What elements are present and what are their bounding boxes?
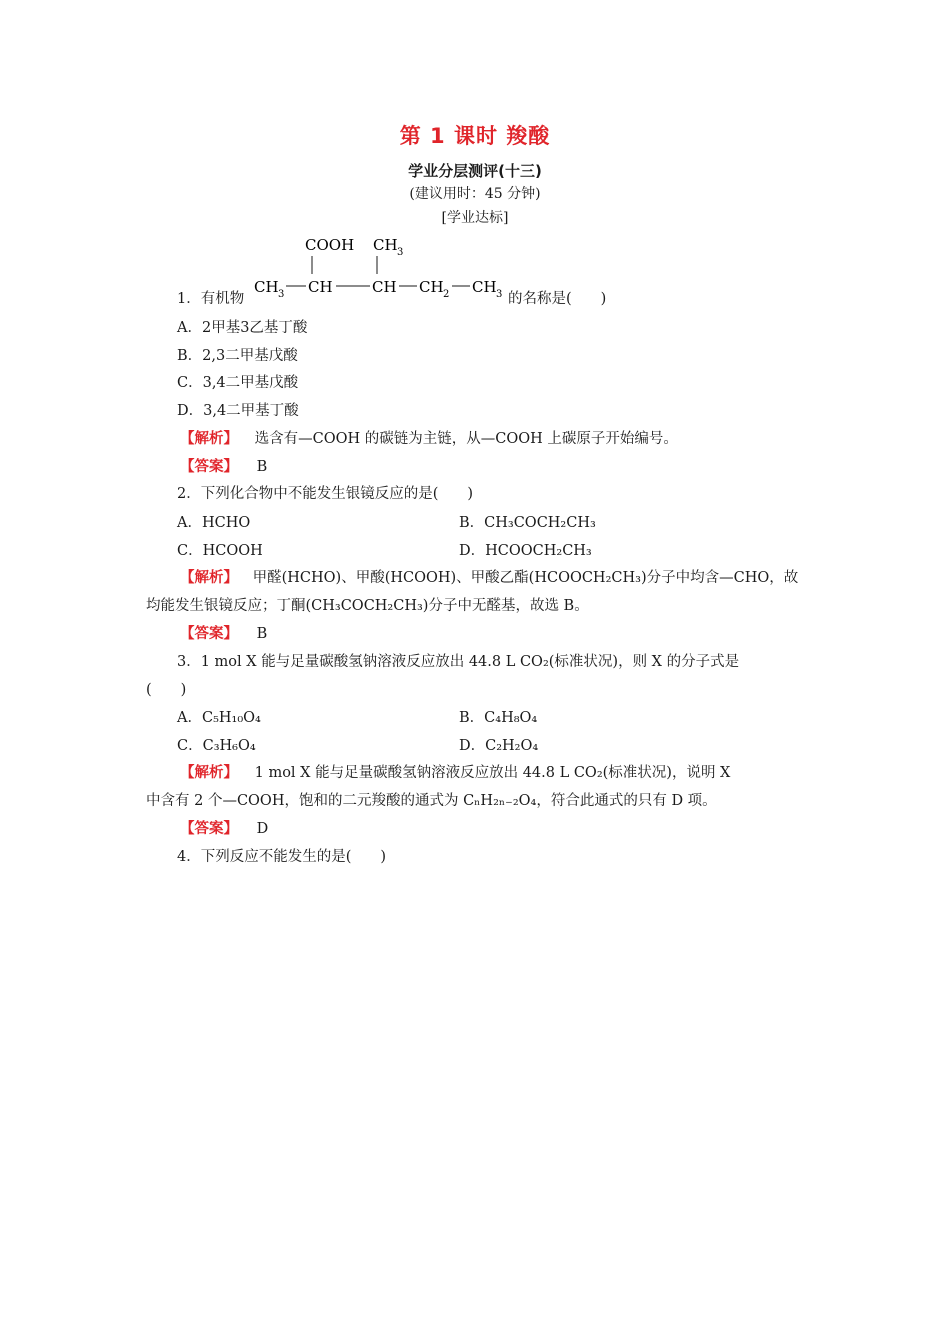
- q1-prefix: 1．有机物: [177, 291, 245, 307]
- section-label: [学业达标]: [441, 210, 509, 226]
- q2-stem: 2．下列化合物中不能发生银镜反应的是( ): [177, 486, 474, 502]
- mol-cooh-label: COOH: [305, 236, 355, 254]
- q1-answer-value: B: [256, 459, 268, 475]
- mol-c2: CH: [308, 278, 333, 296]
- q3-option-b: B．C₄H₈O₄: [459, 710, 538, 726]
- answer-tag: 【答案】: [180, 626, 238, 642]
- q2-option-a: A．HCHO: [177, 515, 251, 531]
- q3-stem-2: ( ): [146, 682, 187, 698]
- q2-option-b: B．CH₃COCH₂CH₃: [459, 515, 596, 531]
- q1-option-a: A．2甲基3乙基丁酸: [177, 320, 308, 336]
- q3-option-a: A．C₅H₁₀O₄: [177, 710, 261, 726]
- q3-stem-1: 3．1 mol X 能与足量碳酸氢钠溶液反应放出 44.8 L CO₂(标准状况)，则 X 的分子式是: [177, 654, 740, 670]
- q2-analysis-text-2: 均能发生银镜反应；丁酮(CH₃COCH₂CH₃)分子中无醛基，故选 B。: [146, 598, 589, 614]
- answer-tag: 【答案】: [180, 821, 238, 837]
- analysis-tag: 【解析】: [180, 431, 238, 447]
- q1-suffix: 的名称是( ): [508, 291, 607, 307]
- q2-answer-value: B: [256, 626, 268, 642]
- q3-answer-value: D: [256, 821, 269, 837]
- q1-analysis-text: 选含有—COOH 的碳链为主链，从—COOH 上碳原子开始编号。: [254, 431, 678, 447]
- mol-c5-sub: 3: [496, 289, 503, 300]
- mol-ch3-top-sub: 3: [397, 247, 404, 258]
- mol-ch3-top-label: CH: [373, 236, 398, 254]
- q4-stem: 4．下列反应不能发生的是( ): [177, 849, 387, 865]
- q1-answer: [180, 455, 267, 476]
- answer-tag: 【答案】: [180, 459, 238, 475]
- mol-c4-sub: 2: [443, 289, 450, 300]
- q2-option-c: C．HCOOH: [177, 543, 263, 559]
- time-hint: (建议用时：45 分钟): [409, 186, 541, 202]
- page-title: 第 1 课时 羧酸: [399, 124, 551, 148]
- q1-analysis: [180, 427, 678, 448]
- q1-option-c: C．3,4二甲基戊酸: [177, 375, 299, 391]
- analysis-tag: 【解析】: [180, 765, 238, 781]
- q3-analysis-text-2: 中含有 2 个—COOH，饱和的二元羧酸的通式为 CₙH₂ₙ₋₂O₄，符合此通式的只有 D 项。: [146, 793, 717, 809]
- mol-c1: CH: [254, 278, 279, 296]
- mol-c3: CH: [372, 278, 397, 296]
- q3-analysis: [180, 761, 730, 782]
- structural-formula: [252, 232, 512, 302]
- q2-analysis: [180, 566, 798, 587]
- q3-analysis-text-1: 1 mol X 能与足量碳酸氢钠溶液反应放出 44.8 L CO₂(标准状况)，说明 X: [254, 765, 731, 781]
- mol-c5: CH: [472, 278, 497, 296]
- q3-option-d: D．C₂H₂O₄: [459, 738, 539, 754]
- page-subtitle: 学业分层测评(十三): [408, 162, 542, 180]
- q2-answer: [180, 622, 267, 643]
- q2-option-d: D．HCOOCH₂CH₃: [459, 543, 592, 559]
- q2-analysis-text-1: 甲醛(HCHO)、甲酸(HCOOH)、甲酸乙酯(HCOOCH₂CH₃)分子中均含—CHO，故: [252, 570, 799, 586]
- mol-c4: CH: [419, 278, 444, 296]
- analysis-tag: 【解析】: [180, 570, 238, 586]
- mol-c1-sub: 3: [278, 289, 285, 300]
- q1-option-d: D．3,4二甲基丁酸: [177, 403, 299, 419]
- q3-answer: [180, 817, 268, 838]
- q1-option-b: B．2,3二甲基戊酸: [177, 348, 298, 364]
- q3-option-c: C．C₃H₆O₄: [177, 738, 256, 754]
